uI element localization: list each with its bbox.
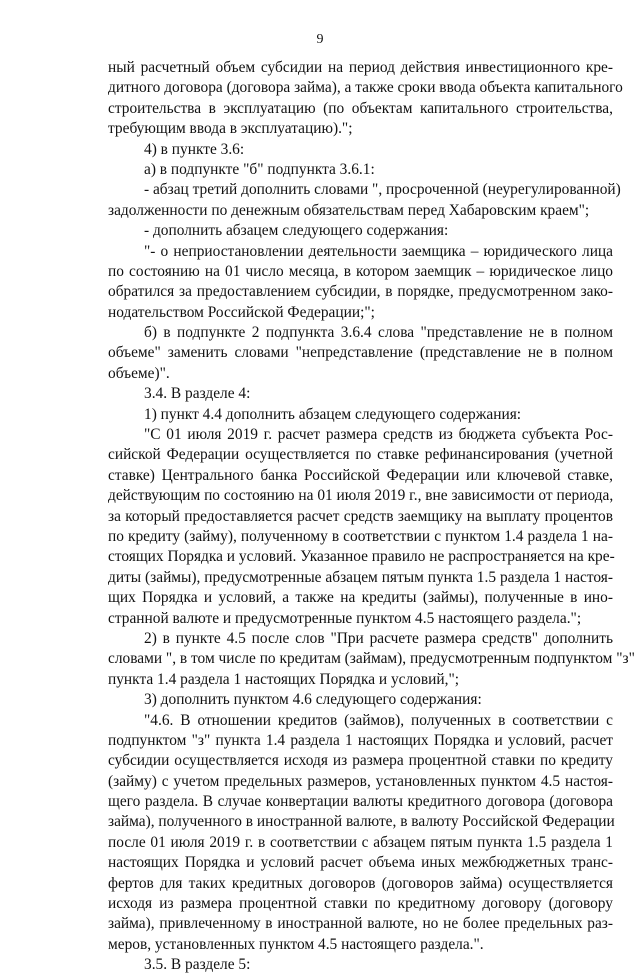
text-line: "- о неприостановлении деятельности заемщика – юридического лица — [144, 242, 613, 260]
text-line: 3) дополнить пунктом 4.6 следующего содержания: — [144, 691, 482, 709]
text-line: - абзац третий дополнить словами ", просроченной (неурегулированной) — [144, 181, 621, 199]
text-line: исходя из размера процентной ставки по кредитному договору (договору — [108, 895, 613, 913]
text-line: "4.6. В отношении кредитов (займов), полученных в соответствии с — [144, 711, 613, 729]
text-line: нодательством Российской Федерации;"; — [108, 303, 375, 321]
text-line: б) в подпункте 2 подпункта 3.6.4 слова "представление не в полном — [144, 324, 613, 342]
text-line: займа), полученного в иностранной валюте, в валюту Российской Федерации — [108, 813, 615, 831]
text-line: словами ", в том числе по кредитам (займам), предусмотренным подпунктом "з" — [108, 650, 635, 668]
text-line: пункта 1.4 раздела 1 настоящих Порядка и условий,"; — [108, 670, 460, 688]
text-line: 4) в пункте 3.6: — [144, 140, 245, 158]
text-line: за который предоставляется расчет средств заемщику на выплату процентов — [108, 507, 613, 525]
text-line: дитного договора (договора займа), а также сроки ввода объекта капитального — [108, 79, 623, 97]
text-line: 2) в пункте 4.5 после слов "При расчете размера средств" дополнить — [144, 629, 613, 647]
text-line: 1) пункт 4.4 дополнить абзацем следующего содержания: — [144, 405, 522, 423]
text-line: "С 01 июля 2019 г. расчет размера средств из бюджета субъекта Рос- — [144, 426, 613, 444]
page-number: 9 — [316, 32, 324, 47]
text-line: (займу) с учетом предельных размеров, установленных пунктом 4.5 настоя- — [108, 772, 613, 790]
text-line: стоящих Порядка и условий. Указанное правило не распространяется на кре- — [108, 548, 615, 566]
text-line: займа), привлеченному в иностранной валюте, но не более предельных раз- — [108, 915, 613, 933]
text-line: сийской Федерации осуществляется по ставке рефинансирования (учетной — [108, 446, 613, 464]
text-line: а) в подпункте "б" подпункта 3.6.1: — [144, 160, 375, 178]
text-line: после 01 июля 2019 г. в соответствии с абзацем пятым пункта 1.5 раздела 1 — [108, 833, 613, 851]
text-line: странной валюте и предусмотренные пунктом 4.5 настоящего раздела."; — [108, 609, 582, 627]
text-line: субсидии осуществляется исходя из размера процентной ставки по кредиту — [108, 752, 613, 770]
text-line: требующим ввода в эксплуатацию)."; — [108, 120, 353, 138]
text-line: ный расчетный объем субсидии на период действия инвестиционного кре- — [108, 59, 613, 76]
text-line: объеме)". — [108, 364, 170, 382]
text-line: фертов для таких кредитных договоров (договоров займа) осуществляется — [108, 874, 613, 892]
text-line: подпунктом "з" пункта 1.4 раздела 1 настоящих Порядка и условий, расчет — [108, 731, 613, 749]
text-line: обратился за предоставлением субсидии, в порядке, предусмотренном зако- — [108, 283, 613, 301]
text-line: щего раздела. В случае конвертации валюты кредитного договора (договора — [108, 793, 613, 811]
text-line: 3.4. В разделе 4: — [144, 385, 251, 403]
text-line: объеме" заменить словами "непредставление (представление не в полном — [108, 344, 613, 362]
text-line: действующим по состоянию на 01 июля 2019 г., вне зависимости от периода, — [108, 487, 614, 505]
text-line: задолженности по денежным обязательствам перед Хабаровским краем"; — [108, 201, 590, 219]
text-line: 3.5. В разделе 5: — [144, 956, 251, 974]
text-line: по кредиту (займу), полученному в соответствии с пунктом 1.4 раздела 1 на- — [108, 527, 613, 545]
text-line: ставке) Центрального банка Российской Федерации или ключевой ставке, — [108, 466, 613, 484]
text-line: меров, установленных пунктом 4.5 настоящего раздела.". — [108, 935, 484, 953]
text-line: щих Порядка и условий, а также на кредиты (займы), полученные в ино- — [108, 589, 613, 607]
text-line: настоящих Порядка и условий расчет объема иных межбюджетных транс- — [108, 854, 613, 872]
text-line: строительства в эксплуатацию (по объектам капитального строительства, — [108, 99, 613, 117]
text-line: - дополнить абзацем следующего содержания: — [144, 222, 449, 240]
document-body — [108, 58, 635, 976]
text-line: диты (займы), предусмотренные абзацем пятым пункта 1.5 раздела 1 настоя- — [108, 568, 613, 586]
text-line: по состоянию на 01 число месяца, в котором заемщик – юридическое лицо — [108, 262, 613, 280]
